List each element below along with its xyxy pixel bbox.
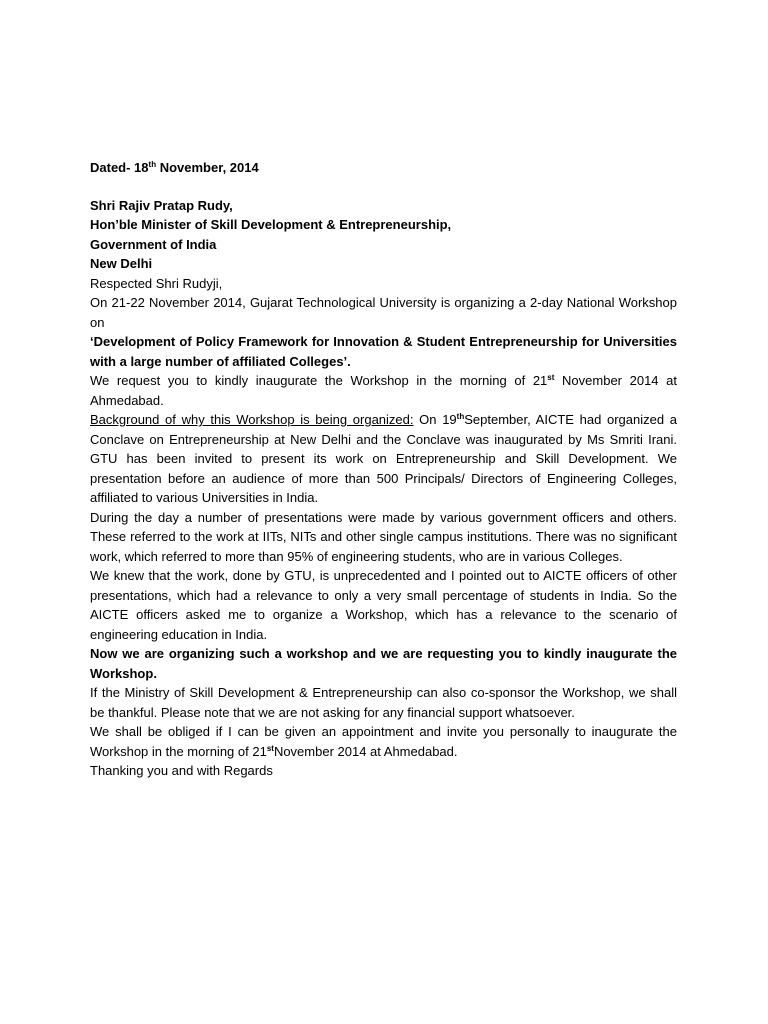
date-ordinal: th (148, 160, 157, 169)
closing: Thanking you and with Regards (90, 763, 273, 778)
workshop-title-paragraph: ‘Development of Policy Framework for Innovation & Student Entrepreneurship for Universities with a large number of affiliated Colleges’. (90, 334, 677, 369)
recipient-name: Shri Rajiv Pratap Rudy, (90, 197, 233, 213)
recipient-organization: Government of India (90, 236, 217, 252)
organizing-paragraph: Now we are organizing such a workshop and we are requesting you to kindly inaugurate the Workshop. (90, 646, 677, 681)
presentations-paragraph: During the day a number of presentations were made by various government officers and others. These referred to the work at IITs, NITs and other single campus institutions. There was no significant work, which referred to more than 95% of engineering students, who are in various Colleges. (90, 509, 677, 564)
letter-body (90, 158, 677, 781)
recipient-block (90, 196, 677, 274)
appointment-paragraph: We shall be obliged if I can be given an appointment and invite you personally to inaugurate the Workshop in the morning of 21stNovember 2014 at Ahmedabad. (90, 724, 677, 759)
background-heading: Background of why this Workshop is being organized: (90, 412, 414, 427)
recipient-title: Hon’ble Minister of Skill Development & Entrepreneurship, (90, 217, 452, 232)
salutation: Respected Shri Rudyji, (90, 275, 223, 291)
sponsor-paragraph: If the Ministry of Skill Development & Entrepreneurship can also co-sponsor the Workshop, we shall be thankful. Please note that we are not asking for any financial support whatsoever. (90, 685, 677, 720)
intro-paragraph: On 21-22 November 2014, Gujarat Technological University is organizing a 2-day National Workshop on (90, 295, 677, 330)
background-paragraph: Background of why this Workshop is being organized: On 19thSeptember, AICTE had organized a Conclave on Entrepreneurship at New Delhi and the Conclave was inaugurated by Ms Smriti Irani. GTU has been invited to present its work on Entrepreneurship and Skill Development. We presentation before an audience of more than 500 Principals/ Directors of Engineering Colleges, affiliated to various Universities in India. (90, 412, 677, 505)
request-paragraph: We request you to kindly inaugurate the Workshop in the morning of 21st November 2014 at Ahmedabad. (90, 373, 677, 408)
letter-date: Dated- 18th November, 2014 (90, 160, 259, 175)
gtu-work-paragraph: We knew that the work, done by GTU, is unprecedented and I pointed out to AICTE officers of other presentations, which had a relevance to only a very small percentage of students in India. So the AICTE officers asked me to organize a Workshop, which has a relevance to the scenario of engineering education in India. (90, 568, 677, 642)
recipient-city: New Delhi (90, 256, 153, 271)
